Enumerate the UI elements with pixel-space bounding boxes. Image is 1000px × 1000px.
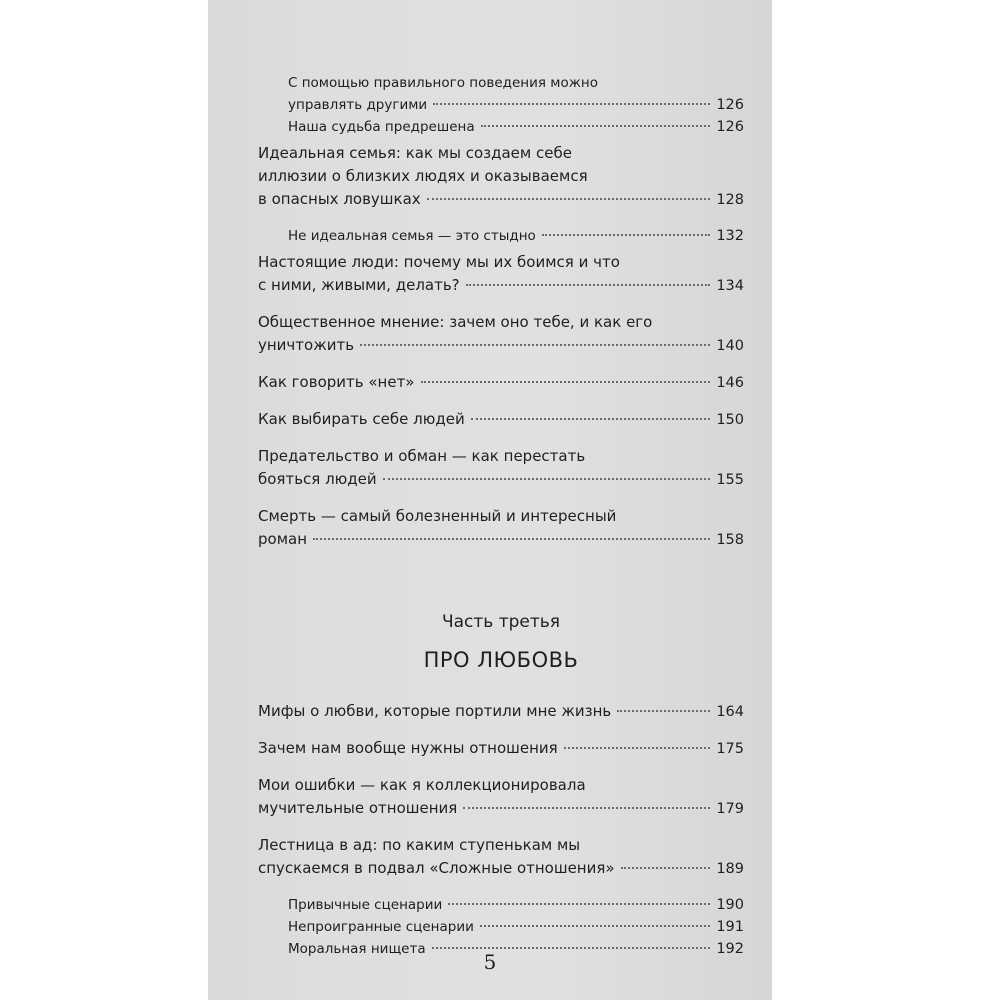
- toc-entry-title: Привычные сценарии: [288, 897, 443, 913]
- toc-page-number: 189: [716, 861, 744, 877]
- toc-entry-line: [288, 225, 744, 247]
- dot-leader: [432, 947, 711, 949]
- toc-entry-title: управлять другими: [288, 97, 428, 113]
- toc-entry-title: Предательство и обман — как перестать: [258, 447, 586, 465]
- toc-part-three-entries: [258, 700, 744, 960]
- dot-leader: [433, 103, 710, 105]
- table-of-contents: [258, 72, 744, 964]
- toc-entry-line: [258, 774, 744, 797]
- toc-page-number: 192: [716, 941, 744, 957]
- toc-entry-title: Идеальная семья: как мы создаем себе: [258, 144, 572, 162]
- toc-page-number: 140: [716, 338, 744, 354]
- part-title: ПРО ЛЮБОВЬ: [423, 648, 579, 672]
- dot-leader: [480, 925, 710, 927]
- dot-leader: [360, 344, 710, 346]
- toc-entry-line: [288, 916, 744, 938]
- toc-entry-line: [288, 894, 744, 916]
- dot-leader: [466, 284, 711, 286]
- toc-entry-line: [258, 737, 744, 761]
- toc-page-number: 191: [716, 919, 744, 935]
- toc-entry-line: [258, 528, 744, 552]
- dot-leader: [481, 125, 711, 127]
- toc-entry-title: мучительные отношения: [258, 799, 458, 817]
- toc-entry: [288, 225, 744, 247]
- toc-entry-line: [258, 251, 744, 274]
- toc-entry-title: спускаемся в подвал «Сложные отношения»: [258, 859, 615, 877]
- toc-entry-line: [258, 700, 744, 724]
- toc-entry: [258, 445, 744, 492]
- toc-entry-line: [258, 334, 744, 358]
- toc-entry: [258, 700, 744, 724]
- toc-entry-title: Как говорить «нет»: [258, 373, 415, 391]
- toc-entry-title: Зачем нам вообще нужны отношения: [258, 739, 558, 757]
- toc-entry: [258, 774, 744, 821]
- part-heading: Часть третья: [441, 612, 561, 632]
- toc-entry-title: Смерть — самый болезненный и интересный: [258, 507, 617, 525]
- toc-entry-line: [258, 445, 744, 468]
- toc-entry-line: [288, 116, 744, 138]
- dot-leader: [383, 478, 711, 480]
- toc-entry-line: [258, 408, 744, 432]
- toc-entry-title: С помощью правильного поведения можно: [288, 75, 598, 91]
- dot-leader: [427, 198, 711, 200]
- toc-entry-line: [258, 834, 744, 857]
- toc-page-number: 132: [716, 228, 744, 244]
- toc-page-number: 126: [716, 119, 744, 135]
- toc-entry-line: [258, 371, 744, 395]
- dot-leader: [542, 234, 711, 236]
- toc-page-number: 164: [716, 704, 744, 720]
- dot-leader: [448, 903, 710, 905]
- toc-page-number: 155: [716, 472, 744, 488]
- dot-leader: [621, 867, 711, 869]
- dot-leader: [421, 381, 711, 383]
- dot-leader: [617, 710, 710, 712]
- toc-entry-line: [258, 468, 744, 492]
- toc-entry-title: Как выбирать себе людей: [258, 410, 465, 428]
- toc-entry-line: [258, 505, 744, 528]
- toc-entry-line: [288, 72, 744, 94]
- toc-page-number: 179: [716, 801, 744, 817]
- toc-entry-title: Непроигранные сценарии: [288, 919, 474, 935]
- toc-entry-line: [258, 274, 744, 298]
- toc-entry: [288, 894, 744, 916]
- toc-entry-title: в опасных ловушках: [258, 190, 421, 208]
- toc-entry: [288, 116, 744, 138]
- toc-entry: [258, 311, 744, 358]
- toc-entry-title: роман: [258, 530, 308, 548]
- toc-entry: [258, 142, 744, 212]
- toc-page-number: 134: [716, 278, 744, 294]
- toc-page-number: 150: [716, 412, 744, 428]
- toc-part-two-entries: [258, 72, 744, 552]
- toc-entry-line: [258, 188, 744, 212]
- toc-entry-title: Моральная нищета: [288, 941, 426, 957]
- toc-entry-line: [258, 857, 744, 881]
- toc-entry: [258, 505, 744, 552]
- toc-entry: [258, 251, 744, 298]
- dot-leader: [471, 418, 711, 420]
- toc-entry-title: Общественное мнение: зачем оно тебе, и как его: [258, 313, 653, 331]
- dot-leader: [313, 538, 710, 540]
- page-number: 5: [483, 950, 497, 974]
- toc-page-number: 158: [716, 532, 744, 548]
- toc-entry: [288, 916, 744, 938]
- toc-entry-title: Наша судьба предрешена: [288, 119, 475, 135]
- toc-entry-title: иллюзии о близких людях и оказываемся: [258, 167, 588, 185]
- dot-leader: [564, 747, 711, 749]
- toc-entry-title: уничтожить: [258, 336, 355, 354]
- toc-entry-line: [258, 142, 744, 165]
- toc-entry: [258, 834, 744, 881]
- toc-entry-line: [258, 311, 744, 334]
- toc-page-number: 175: [716, 741, 744, 757]
- dot-leader: [463, 807, 710, 809]
- toc-entry-title: Мифы о любви, которые портили мне жизнь: [258, 702, 612, 720]
- toc-entry-title: Мои ошибки — как я коллекционировала: [258, 776, 586, 794]
- book-page: [208, 0, 772, 1000]
- toc-entry: [258, 737, 744, 761]
- toc-entry-title: Настоящие люди: почему мы их боимся и что: [258, 253, 620, 271]
- toc-entry-title: Не идеальная семья — это стыдно: [288, 228, 536, 244]
- toc-entry-title: Лестница в ад: по каким ступенькам мы: [258, 836, 581, 854]
- toc-entry-line: [258, 165, 744, 188]
- toc-page-number: 128: [716, 192, 744, 208]
- toc-entry-title: бояться людей: [258, 470, 377, 488]
- toc-entry-line: [288, 94, 744, 116]
- toc-entry: [288, 72, 744, 116]
- toc-entry: [258, 371, 744, 395]
- toc-entry: [258, 408, 744, 432]
- toc-page-number: 126: [716, 97, 744, 113]
- toc-page-number: 146: [716, 375, 744, 391]
- toc-page-number: 190: [716, 897, 744, 913]
- toc-entry-line: [258, 797, 744, 821]
- toc-entry-title: с ними, живыми, делать?: [258, 276, 460, 294]
